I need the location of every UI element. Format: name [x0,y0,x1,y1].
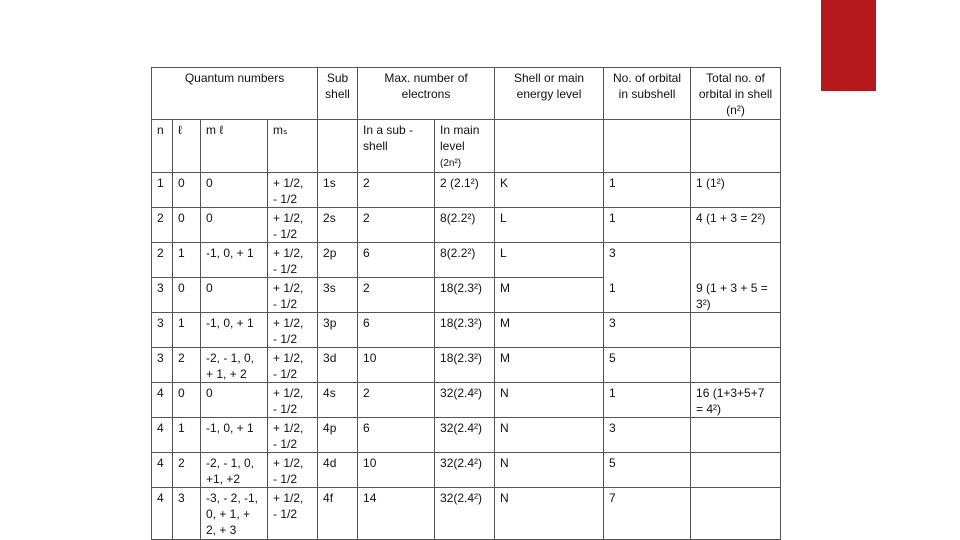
cell-orbitals-subshell: 5 [604,348,691,383]
cell-n: 4 [152,383,173,418]
subheader-ml: m ℓ [201,120,268,173]
table-row [152,208,781,243]
cell-orbitals-total [691,348,781,383]
cell-subshell: 4d [318,453,358,488]
cell-orbitals-subshell: 5 [604,453,691,488]
cell-orbitals-subshell: 1 [604,278,691,313]
cell-l: 3 [173,488,201,540]
cell-subshell: 3s [318,278,358,313]
cell-subshell: 2p [318,243,358,278]
cell-electrons-main: 32(2.4²) [435,488,495,540]
cell-ml: -3, - 2, -1, 0, + 1, + 2, + 3 [201,488,268,540]
cell-electrons-main: 8(2.2²) [435,208,495,243]
cell-subshell: 4s [318,383,358,418]
subheader-l: ℓ [173,120,201,173]
table-row [152,453,781,488]
cell-shell: M [495,313,604,348]
cell-subshell: 2s [318,208,358,243]
cell-subshell: 3d [318,348,358,383]
cell-orbitals-total [691,313,781,348]
table-row [152,278,781,313]
table-row [152,348,781,383]
cell-ml: -1, 0, + 1 [201,243,268,278]
cell-n: 3 [152,313,173,348]
cell-n: 3 [152,348,173,383]
cell-shell: M [495,278,604,313]
cell-l: 0 [173,278,201,313]
cell-orbitals-subshell: 3 [604,418,691,453]
cell-subshell: 4f [318,488,358,540]
cell-orbitals-subshell: 7 [604,488,691,540]
subheader-in-subshell: In a sub - shell [358,120,435,173]
cell-orbitals-subshell: 3 [604,243,691,278]
cell-shell: L [495,208,604,243]
cell-orbitals-total: 4 (1 + 3 = 2²) [691,208,781,243]
cell-shell: K [495,173,604,208]
cell-electrons-main: 8(2.2²) [435,243,495,278]
cell-orbitals-total [691,243,781,278]
cell-orbitals-total [691,488,781,540]
cell-electrons-subshell: 14 [358,488,435,540]
cell-l: 0 [173,173,201,208]
cell-electrons-subshell: 10 [358,348,435,383]
table-row [152,488,781,540]
cell-l: 2 [173,453,201,488]
cell-subshell: 4p [318,418,358,453]
cell-n: 2 [152,208,173,243]
quantum-numbers-table [151,67,781,540]
cell-ml: -2, - 1, 0, +1, +2 [201,453,268,488]
table-row [152,383,781,418]
cell-ml: -1, 0, + 1 [201,313,268,348]
cell-n: 4 [152,453,173,488]
subheader-blank [495,120,604,173]
cell-shell: M [495,348,604,383]
accent-bar [821,0,876,91]
cell-orbitals-total [691,453,781,488]
cell-shell: N [495,418,604,453]
cell-orbitals-total [691,418,781,453]
cell-l: 1 [173,243,201,278]
cell-shell: N [495,453,604,488]
header-orbitals-subshell: No. of orbital in subshell [604,68,691,120]
cell-ms: + 1/2, - 1/2 [268,278,318,313]
cell-ml: 0 [201,383,268,418]
cell-l: 0 [173,208,201,243]
cell-n: 3 [152,278,173,313]
cell-n: 1 [152,173,173,208]
cell-electrons-main: 32(2.4²) [435,383,495,418]
subheader-n: n [152,120,173,173]
cell-ms: + 1/2, - 1/2 [268,418,318,453]
cell-electrons-subshell: 2 [358,278,435,313]
cell-l: 0 [173,383,201,418]
cell-ms: + 1/2, - 1/2 [268,208,318,243]
cell-n: 4 [152,418,173,453]
in-main-level-formula: (2n²) [440,158,462,169]
cell-ms: + 1/2, - 1/2 [268,313,318,348]
subheader-blank [691,120,781,173]
cell-n: 4 [152,488,173,540]
cell-orbitals-subshell: 1 [604,383,691,418]
header-orbitals-shell: Total no. of orbital in shell (n²) [691,68,781,120]
header-quantum-numbers: Quantum numbers [152,68,318,120]
header-max-electrons: Max. number of electrons [358,68,495,120]
subheader-in-main-level [435,120,495,173]
cell-l: 2 [173,348,201,383]
cell-ml: 0 [201,173,268,208]
cell-orbitals-total: 1 (1²) [691,173,781,208]
cell-electrons-subshell: 2 [358,208,435,243]
header-shell: Shell or main energy level [495,68,604,120]
cell-orbitals-subshell: 1 [604,173,691,208]
cell-electrons-subshell: 2 [358,173,435,208]
cell-electrons-main: 2 (2.1²) [435,173,495,208]
cell-ms: + 1/2, - 1/2 [268,383,318,418]
cell-electrons-main: 18(2.3²) [435,313,495,348]
cell-orbitals-total: 9 (1 + 3 + 5 = 3²) [691,278,781,313]
cell-electrons-subshell: 6 [358,418,435,453]
table-row [152,313,781,348]
cell-l: 1 [173,313,201,348]
cell-orbitals-total: 16 (1+3+5+7 = 4²) [691,383,781,418]
table-row [152,243,781,278]
cell-l: 1 [173,418,201,453]
cell-shell: L [495,243,604,278]
cell-electrons-main: 32(2.4²) [435,453,495,488]
cell-subshell: 3p [318,313,358,348]
cell-electrons-main: 18(2.3²) [435,278,495,313]
cell-ml: 0 [201,208,268,243]
subheader-blank [318,120,358,173]
cell-electrons-main: 32(2.4²) [435,418,495,453]
subheader-blank [604,120,691,173]
subheader-row [152,120,781,173]
cell-subshell: 1s [318,173,358,208]
table-row [152,173,781,208]
cell-electrons-subshell: 10 [358,453,435,488]
cell-ms: + 1/2, - 1/2 [268,243,318,278]
cell-electrons-subshell: 6 [358,243,435,278]
cell-ms: + 1/2, - 1/2 [268,173,318,208]
cell-electrons-main: 18(2.3²) [435,348,495,383]
cell-shell: N [495,383,604,418]
cell-orbitals-subshell: 1 [604,208,691,243]
in-main-level-label: In main level [440,123,480,153]
subheader-ms: mₛ [268,120,318,173]
cell-electrons-subshell: 6 [358,313,435,348]
header-sub-shell: Sub shell [318,68,358,120]
cell-ms: + 1/2, - 1/2 [268,488,318,540]
cell-n: 2 [152,243,173,278]
cell-ml: -1, 0, + 1 [201,418,268,453]
table-row [152,418,781,453]
cell-ms: + 1/2, - 1/2 [268,348,318,383]
cell-ms: + 1/2, - 1/2 [268,453,318,488]
cell-electrons-subshell: 2 [358,383,435,418]
cell-ml: 0 [201,278,268,313]
cell-orbitals-subshell: 3 [604,313,691,348]
cell-ml: -2, - 1, 0, + 1, + 2 [201,348,268,383]
header-row [152,68,781,120]
cell-shell: N [495,488,604,540]
